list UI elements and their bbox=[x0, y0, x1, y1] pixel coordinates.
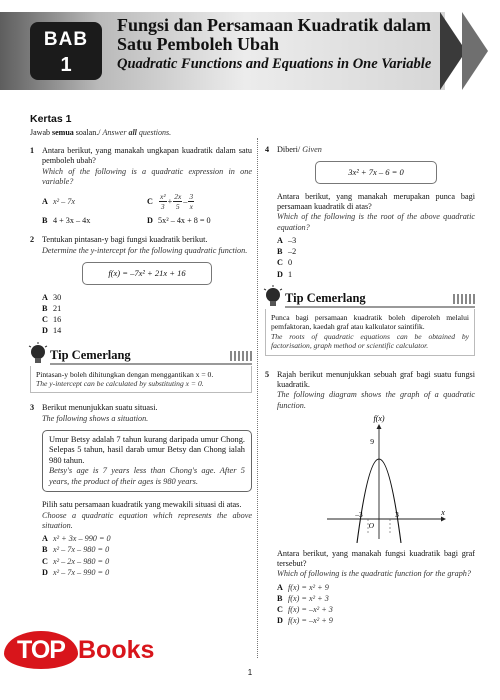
equation-box: 3x² + 7x – 6 = 0 bbox=[315, 161, 437, 184]
option-label: A bbox=[42, 534, 48, 544]
option-text: x² + 3x – 990 = 0 bbox=[53, 534, 111, 544]
question-text: Berikut menunjukkan suatu situasi. bbox=[42, 403, 158, 413]
equation-box: f(x) = –7x² + 21x + 16 bbox=[82, 262, 212, 285]
origin-label: O bbox=[368, 520, 374, 530]
chapter-title-ms: Fungsi dan Persamaan Kuadratik dalam Satu Pemboleh Ubah bbox=[117, 15, 432, 54]
tip-stripes bbox=[230, 351, 252, 361]
question-text-en: Determine the y-intercept for the following quadratic function. bbox=[42, 245, 248, 255]
question-prompt: Antara berikut, yang manakah fungsi kuadratik bagi graf tersebut? bbox=[277, 548, 475, 569]
instruction-text: semua bbox=[52, 128, 74, 138]
tip-header bbox=[265, 289, 475, 309]
option-label: D bbox=[147, 216, 153, 226]
question-3 bbox=[30, 403, 252, 578]
option-text: x² – 2x – 980 = 0 bbox=[53, 556, 110, 566]
page-number: 1 bbox=[247, 668, 253, 677]
tip-text-en: The y-intercept can be calculated by substituting x = 0. bbox=[36, 378, 204, 388]
lightbulb-icon bbox=[28, 342, 48, 368]
option-text: 30 bbox=[53, 292, 62, 302]
tip-text: Pintasan-y boleh dihitungkan dengan menggantikan x = 0. bbox=[36, 369, 214, 379]
tip-body bbox=[265, 309, 475, 356]
answer-options bbox=[277, 236, 475, 280]
option-label: D bbox=[277, 269, 283, 279]
instruction-text: Jawab bbox=[30, 128, 52, 138]
tip-title: Tip Cemerlang bbox=[285, 290, 366, 305]
option-label: B bbox=[42, 216, 48, 226]
right-root-label: 3 bbox=[395, 509, 399, 519]
question-2 bbox=[30, 235, 252, 336]
option-d[interactable] bbox=[277, 270, 475, 280]
chapter-banner bbox=[0, 0, 500, 105]
fraction-denominator: 5 bbox=[175, 202, 180, 212]
answer-options bbox=[277, 583, 475, 627]
answer-options bbox=[42, 192, 252, 226]
question-text-en: The following shows a situation. bbox=[42, 413, 149, 423]
tip-box bbox=[265, 289, 475, 356]
chapter-word: BAB bbox=[43, 29, 89, 50]
option-label: B bbox=[42, 545, 48, 555]
left-root-label: –3 bbox=[355, 509, 363, 519]
instruction-text: questions. bbox=[136, 128, 172, 138]
graph-svg bbox=[317, 415, 447, 543]
option-b[interactable] bbox=[277, 247, 475, 257]
logo-top-text: TOP bbox=[4, 631, 78, 669]
tip-header bbox=[30, 346, 252, 366]
option-label: C bbox=[277, 258, 283, 268]
fraction-numerator: 3 bbox=[189, 192, 194, 202]
chapter-title-en: Quadratic Functions and Equations in One Variable bbox=[117, 56, 432, 72]
option-text: 14 bbox=[53, 326, 62, 336]
question-text: Tentukan pintasan-y bagi fungsi kuadratik berikut. bbox=[42, 235, 208, 245]
option-text: 0 bbox=[288, 258, 293, 268]
option-b[interactable] bbox=[42, 304, 252, 314]
option-b[interactable] bbox=[42, 216, 147, 226]
situation-text-en: Betsy's age is 7 years less than Chong's age. After 5 years, the product of their ages is 980 years. bbox=[49, 466, 245, 486]
option-text: 5x² – 4x + 8 = 0 bbox=[158, 216, 211, 226]
tip-text: Punca bagi persamaan kuadratik boleh diperoleh melalui pemfaktoran, kaedah graf atau kalkulator saintifik. bbox=[271, 312, 469, 332]
option-label: C bbox=[42, 556, 48, 566]
fraction bbox=[188, 192, 194, 211]
tip-text-en: The roots of quadratic equations can be obtained by factorisation, graph method or scientific calculator. bbox=[271, 331, 469, 351]
question-prompt: Pilih satu persamaan kuadratik yang mewakili situasi di atas. bbox=[42, 500, 242, 510]
option-b[interactable] bbox=[277, 594, 475, 604]
option-a[interactable] bbox=[42, 534, 252, 544]
column-divider bbox=[257, 138, 258, 658]
chevron-decoration bbox=[462, 12, 488, 90]
option-a[interactable] bbox=[277, 583, 475, 593]
given-label-en: Given bbox=[302, 145, 322, 154]
fraction-denominator: 3 bbox=[160, 202, 165, 212]
option-d[interactable] bbox=[42, 326, 252, 336]
question-number: 3 bbox=[30, 403, 35, 413]
option-label: A bbox=[42, 292, 48, 302]
option-text: 1 bbox=[288, 269, 293, 279]
option-text: 21 bbox=[53, 303, 62, 313]
fraction-numerator: x² bbox=[160, 192, 166, 202]
option-label: D bbox=[42, 567, 48, 577]
fraction bbox=[173, 192, 182, 211]
option-a[interactable] bbox=[277, 236, 475, 246]
option-c[interactable] bbox=[277, 605, 475, 615]
option-label: D bbox=[42, 326, 48, 336]
topbooks-logo bbox=[4, 628, 204, 672]
situation-box bbox=[42, 430, 252, 493]
option-text: f(x) = –x² + 3 bbox=[288, 605, 333, 615]
question-prompt-en: Which of the following is the root of the above quadratic equation? bbox=[277, 212, 475, 232]
quadratic-graph bbox=[317, 415, 447, 543]
option-text: x² – 7x – 990 = 0 bbox=[53, 567, 110, 577]
y-axis-arrow bbox=[377, 424, 382, 429]
answer-options bbox=[42, 534, 252, 578]
option-label: A bbox=[42, 196, 48, 206]
situation-text: Umur Betsy adalah 7 tahun kurang daripada umur Chong. Selepas 5 tahun, hasil darab umur Betsy dan Chong ialah 980 tahun. bbox=[49, 434, 245, 465]
option-label: C bbox=[147, 196, 153, 206]
question-5 bbox=[265, 370, 475, 627]
tip-box bbox=[30, 346, 252, 394]
question-number: 5 bbox=[265, 369, 270, 379]
option-text: 16 bbox=[53, 315, 62, 324]
x-axis-arrow bbox=[441, 516, 446, 521]
question-1 bbox=[30, 146, 252, 226]
tip-rule bbox=[285, 306, 475, 308]
option-c[interactable] bbox=[42, 315, 252, 325]
option-text: –2 bbox=[288, 247, 297, 257]
option-label: B bbox=[277, 247, 283, 257]
fraction bbox=[159, 192, 167, 211]
question-prompt-en: Choose a quadratic equation which represents the above situation. bbox=[42, 510, 252, 530]
answer-options bbox=[42, 293, 252, 337]
instruction-text: soalan./ bbox=[73, 128, 103, 138]
question-text-en: Which of the following is a quadratic expression in one variable? bbox=[42, 166, 252, 186]
option-text: f(x) = –x² + 9 bbox=[288, 616, 333, 626]
chapter-badge bbox=[30, 22, 102, 80]
question-4 bbox=[265, 145, 475, 280]
option-label: A bbox=[277, 582, 283, 592]
question-number: 2 bbox=[30, 235, 35, 245]
option-text: –3 bbox=[288, 235, 297, 245]
option-label: C bbox=[42, 315, 48, 324]
option-a[interactable] bbox=[42, 192, 147, 211]
given-label: Diberi/ bbox=[277, 145, 303, 154]
option-b[interactable] bbox=[42, 545, 252, 555]
option-c[interactable] bbox=[42, 557, 252, 567]
option-text: 4 + 3x – 4x bbox=[53, 216, 91, 226]
tip-body bbox=[30, 366, 252, 394]
option-d[interactable] bbox=[42, 568, 252, 578]
tip-title: Tip Cemerlang bbox=[50, 347, 131, 362]
option-c[interactable] bbox=[147, 192, 252, 211]
fraction-numerator: 2x bbox=[174, 192, 182, 202]
x-axis-label: x bbox=[441, 507, 445, 517]
operator: + bbox=[167, 196, 173, 206]
question-text: Antara berikut, yang manakah ungkapan kuadratik dalam satu pemboleh ubah? bbox=[42, 146, 252, 166]
option-text: f(x) = x² + 3 bbox=[288, 593, 329, 603]
option-label: B bbox=[42, 303, 48, 313]
left-column bbox=[30, 113, 252, 587]
option-label: B bbox=[277, 593, 283, 603]
option-label: D bbox=[277, 616, 283, 626]
option-a[interactable] bbox=[42, 293, 252, 303]
paper-title: Kertas 1 bbox=[30, 113, 72, 125]
option-d[interactable] bbox=[147, 216, 252, 226]
question-prompt: Antara berikut, yang manakah merupakan punca bagi persamaan kuadratik di atas? bbox=[277, 191, 475, 212]
question-number: 1 bbox=[30, 146, 35, 156]
question-text bbox=[277, 145, 475, 155]
instruction bbox=[30, 128, 252, 138]
instruction-text: Answer bbox=[102, 128, 129, 138]
option-text: x² – 7x bbox=[53, 196, 76, 206]
logo-books-text: Books bbox=[78, 636, 155, 664]
tip-rule bbox=[50, 363, 252, 365]
tip-stripes bbox=[453, 294, 475, 304]
instruction-text: all bbox=[128, 128, 137, 138]
question-number: 4 bbox=[265, 145, 270, 154]
y-axis-label: f(x) bbox=[373, 414, 385, 423]
question-text-en: The following diagram shows the graph of a quadratic function. bbox=[277, 390, 475, 410]
right-column bbox=[265, 113, 475, 636]
chapter-number: 1 bbox=[60, 53, 72, 76]
option-d[interactable] bbox=[277, 616, 475, 626]
fraction-denominator: x bbox=[189, 202, 193, 212]
option-label: C bbox=[277, 605, 283, 615]
question-text: Rajah berikut menunjukkan sebuah graf bagi suatu fungsi kuadratik. bbox=[277, 369, 475, 390]
operator: – bbox=[183, 196, 188, 206]
question-prompt-en: Which of following is the quadratic function for the graph? bbox=[277, 569, 471, 579]
lightbulb-icon bbox=[263, 285, 283, 311]
vertex-label: 9 bbox=[370, 436, 374, 446]
option-text: f(x) = x² + 9 bbox=[288, 582, 329, 592]
option-label: A bbox=[277, 235, 283, 245]
option-c[interactable] bbox=[277, 258, 475, 268]
option-text: x² – 7x – 980 = 0 bbox=[53, 545, 110, 555]
